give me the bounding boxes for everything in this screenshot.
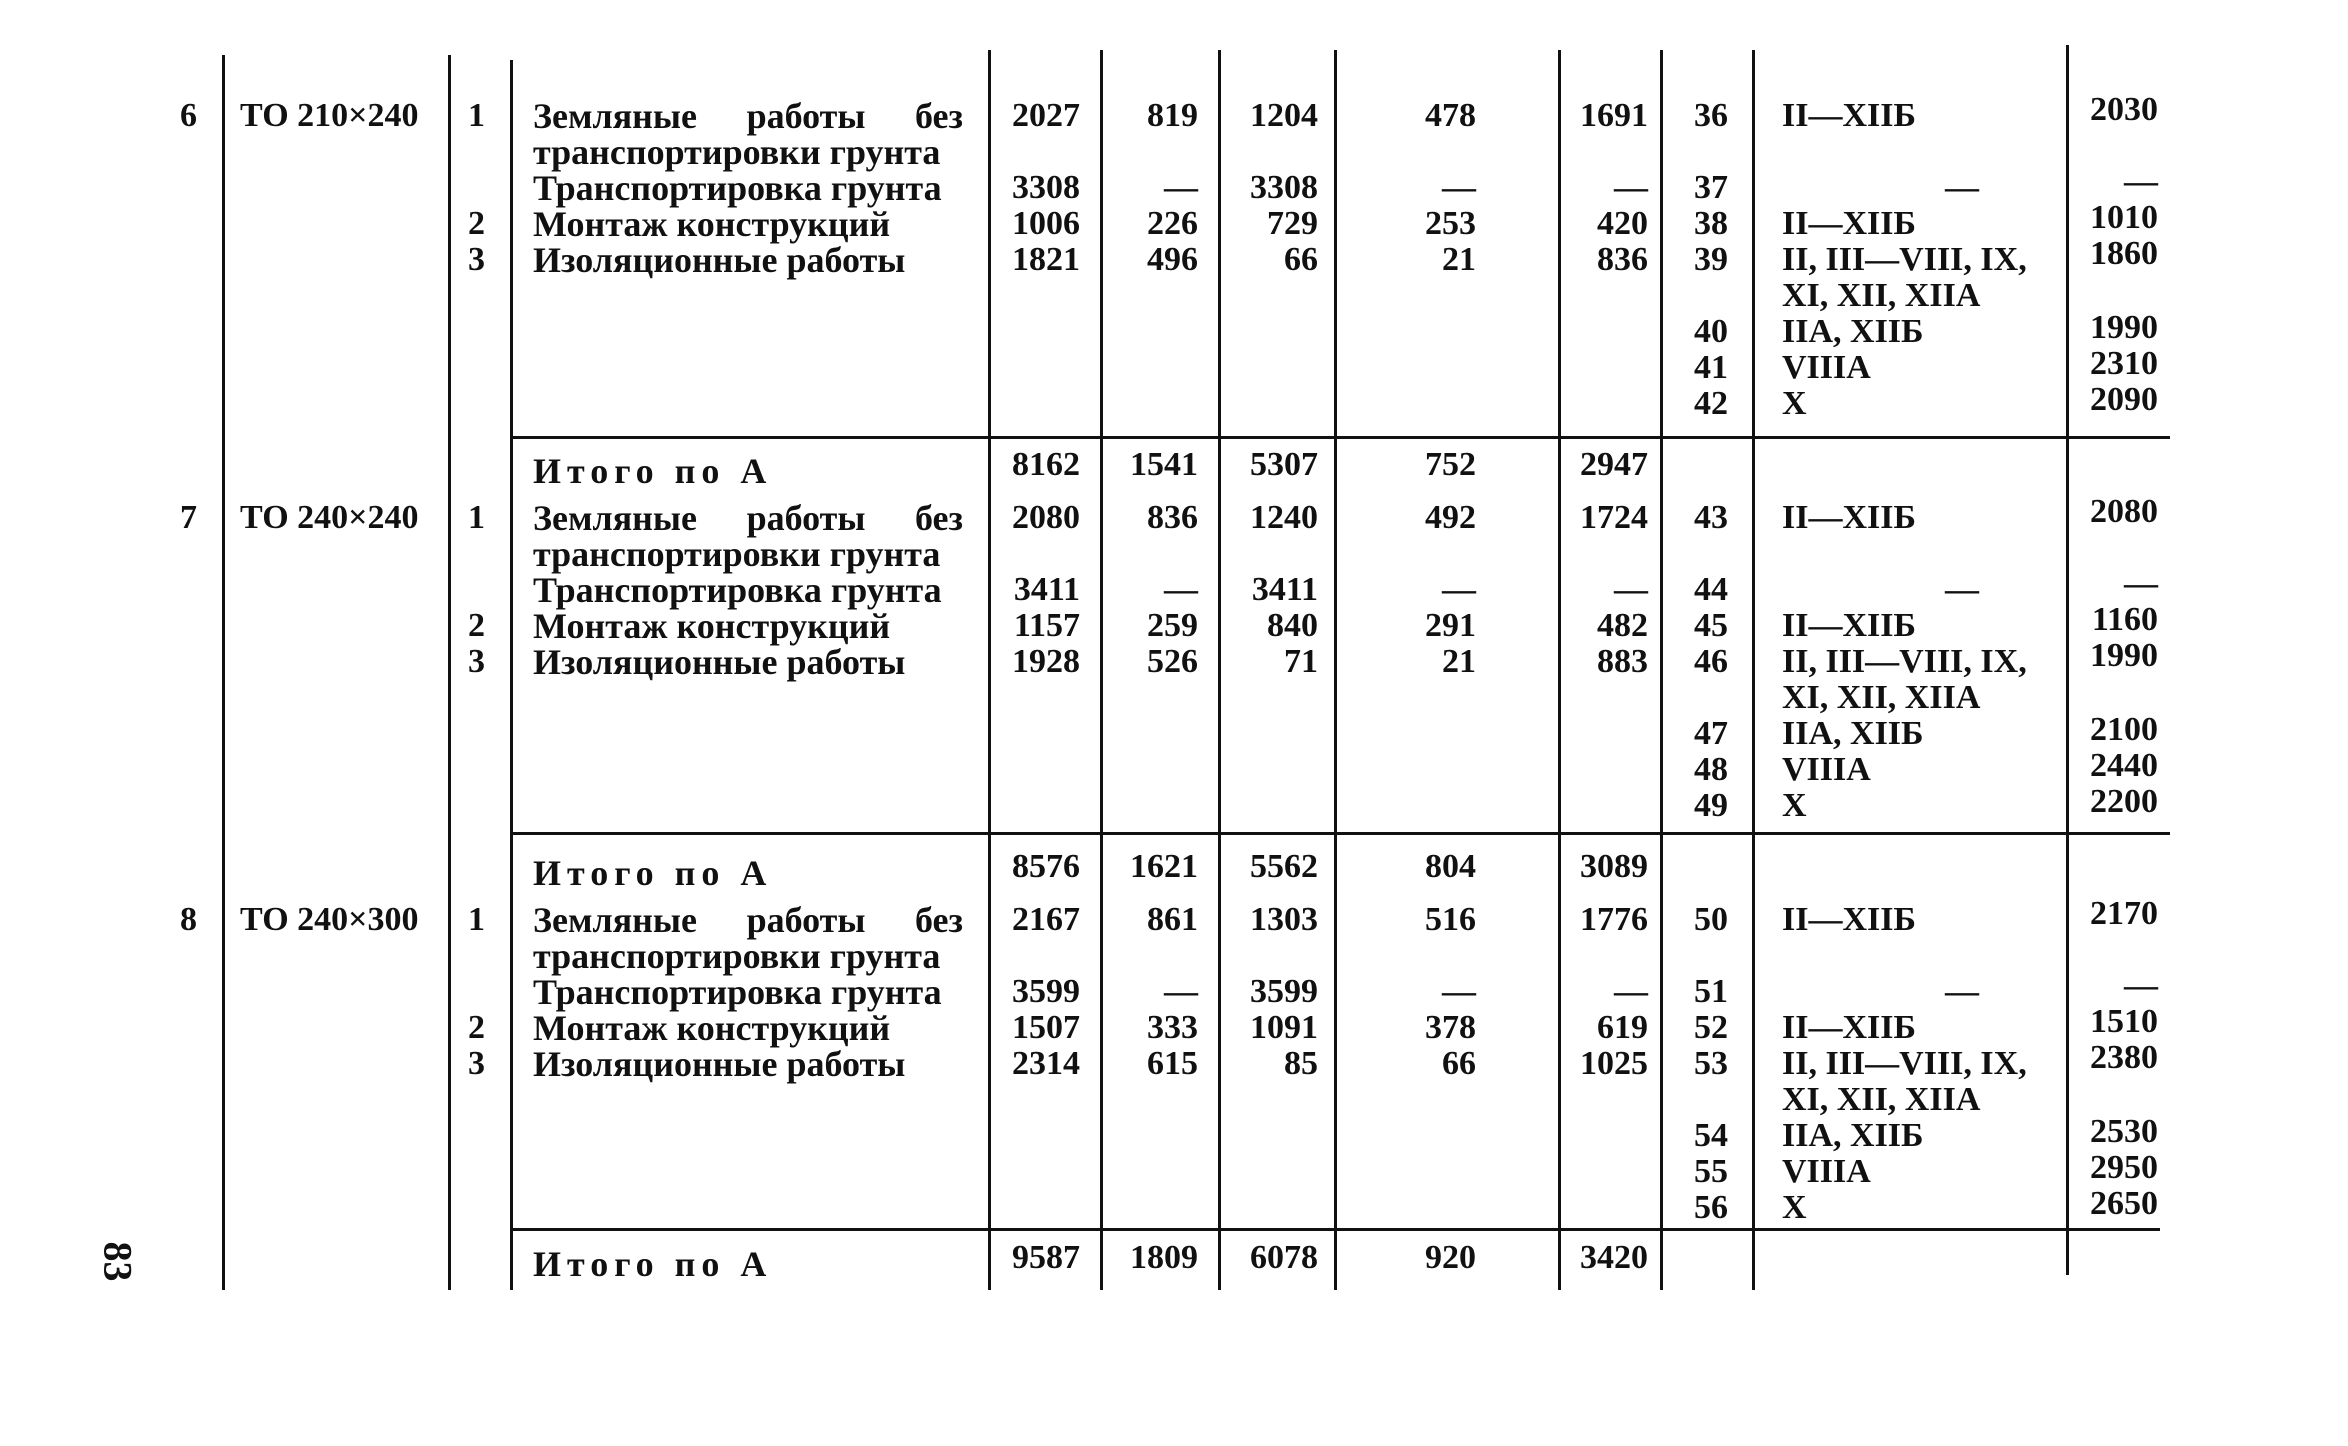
subtotal-total: 9587 xyxy=(1012,1239,1080,1276)
structure-type: ТО 240×300 xyxy=(240,901,419,938)
cost-total: 2314 xyxy=(1012,1045,1080,1082)
cost-total: 3308 xyxy=(1012,169,1080,206)
price-code: 40 xyxy=(1694,313,1728,350)
subtotal-machines: 6078 xyxy=(1250,1239,1318,1276)
row-index: 3 xyxy=(468,1045,485,1082)
region-list: IIA, XIIБ xyxy=(1782,313,1924,350)
group-number: 6 xyxy=(180,97,197,134)
column-rule xyxy=(1218,50,1221,1290)
cost-machinists-wages: 66 xyxy=(1442,1045,1476,1082)
cost-materials: — xyxy=(1614,973,1648,1010)
column-rule xyxy=(1334,50,1337,1290)
cost-materials: 420 xyxy=(1597,205,1648,242)
region-list: II, III—VIII, IX, xyxy=(1782,643,2027,680)
region-list: IIA, XIIБ xyxy=(1782,1117,1924,1154)
cost-materials: 1691 xyxy=(1580,97,1648,134)
region-list: II—XIIБ xyxy=(1782,97,1916,134)
subtotal-label: Итого по А xyxy=(533,853,773,893)
column-rule xyxy=(222,55,225,1290)
cost-total: 3599 xyxy=(1012,973,1080,1010)
region-list: II—XIIБ xyxy=(1782,499,1916,536)
subtotal-machinists-wages: 804 xyxy=(1425,848,1476,885)
row-index: 2 xyxy=(468,607,485,644)
region-list: VIIIA xyxy=(1782,1153,1871,1190)
work-description: Земляные работы без xyxy=(533,96,963,136)
cost-wages: — xyxy=(1164,169,1198,206)
row-index: 3 xyxy=(468,241,485,278)
price-value: 2200 xyxy=(2090,783,2158,820)
work-description: Монтаж конструкций xyxy=(533,606,891,646)
price-value: 2030 xyxy=(2090,91,2158,128)
cost-materials: 619 xyxy=(1597,1009,1648,1046)
region-list: — xyxy=(1945,169,1979,206)
price-code: 36 xyxy=(1694,97,1728,134)
cost-wages: 226 xyxy=(1147,205,1198,242)
price-code: 48 xyxy=(1694,751,1728,788)
cost-wages: 526 xyxy=(1147,643,1198,680)
cost-total: 1928 xyxy=(1012,643,1080,680)
subtotal-total: 8162 xyxy=(1012,446,1080,483)
cost-total: 2027 xyxy=(1012,97,1080,134)
region-list: II, III—VIII, IX, xyxy=(1782,1045,2027,1082)
cost-materials: — xyxy=(1614,571,1648,608)
price-value: 2170 xyxy=(2090,895,2158,932)
cost-machines: 729 xyxy=(1267,205,1318,242)
price-code: 55 xyxy=(1694,1153,1728,1190)
price-code: 54 xyxy=(1694,1117,1728,1154)
price-value: 2650 xyxy=(2090,1185,2158,1222)
row-rule xyxy=(510,1228,2160,1231)
cost-total: 2167 xyxy=(1012,901,1080,938)
price-value: 1510 xyxy=(2090,1003,2158,1040)
work-description: транспортировки грунта xyxy=(533,534,941,574)
cost-machinists-wages: 253 xyxy=(1425,205,1476,242)
price-code: 41 xyxy=(1694,349,1728,386)
price-code: 46 xyxy=(1694,643,1728,680)
column-rule xyxy=(988,50,991,1290)
column-rule xyxy=(1752,50,1755,1290)
price-value: 2090 xyxy=(2090,381,2158,418)
price-value: 2080 xyxy=(2090,493,2158,530)
region-list: II—XIIБ xyxy=(1782,1009,1916,1046)
cost-wages: 333 xyxy=(1147,1009,1198,1046)
subtotal-materials: 3420 xyxy=(1580,1239,1648,1276)
price-value: 2440 xyxy=(2090,747,2158,784)
region-list: VIIIA xyxy=(1782,751,1871,788)
subtotal-wages: 1541 xyxy=(1130,446,1198,483)
region-list: VIIIA xyxy=(1782,349,1871,386)
page-number: 83 xyxy=(95,1241,141,1282)
cost-machines: 71 xyxy=(1284,643,1318,680)
price-value: 1990 xyxy=(2090,309,2158,346)
price-code: 43 xyxy=(1694,499,1728,536)
group-number: 7 xyxy=(180,499,197,536)
price-code: 42 xyxy=(1694,385,1728,422)
work-description: Изоляционные работы xyxy=(533,1044,906,1084)
cost-machines: 3308 xyxy=(1250,169,1318,206)
price-code: 37 xyxy=(1694,169,1728,206)
row-index: 1 xyxy=(468,97,485,134)
cost-machinists-wages: 21 xyxy=(1442,643,1476,680)
price-code: 44 xyxy=(1694,571,1728,608)
subtotal-materials: 2947 xyxy=(1580,446,1648,483)
cost-wages: 861 xyxy=(1147,901,1198,938)
group-number: 8 xyxy=(180,901,197,938)
price-value: 1860 xyxy=(2090,235,2158,272)
cost-machines: 1204 xyxy=(1250,97,1318,134)
cost-machines: 1091 xyxy=(1250,1009,1318,1046)
cost-materials: 1776 xyxy=(1580,901,1648,938)
price-code: 53 xyxy=(1694,1045,1728,1082)
row-index: 2 xyxy=(468,1009,485,1046)
region-list: — xyxy=(1945,973,1979,1010)
cost-total: 3411 xyxy=(1013,571,1080,608)
cost-wages: 496 xyxy=(1147,241,1198,278)
cost-machinists-wages: 21 xyxy=(1442,241,1476,278)
cost-materials: — xyxy=(1614,169,1648,206)
column-rule xyxy=(2066,45,2069,1275)
region-list: — xyxy=(1945,571,1979,608)
price-code: 45 xyxy=(1694,607,1728,644)
region-list: XI, XII, XIIA xyxy=(1782,277,1981,314)
region-list: II—XIIБ xyxy=(1782,901,1916,938)
cost-wages: 259 xyxy=(1147,607,1198,644)
work-description: Изоляционные работы xyxy=(533,240,906,280)
cost-wages: — xyxy=(1164,973,1198,1010)
subtotal-label: Итого по А xyxy=(533,451,773,491)
cost-materials: 482 xyxy=(1597,607,1648,644)
row-rule xyxy=(510,832,2170,835)
price-value: 2380 xyxy=(2090,1039,2158,1076)
structure-type: ТО 240×240 xyxy=(240,499,419,536)
work-description: Земляные работы без xyxy=(533,900,963,940)
price-value: 1160 xyxy=(2091,601,2158,638)
row-index: 1 xyxy=(468,499,485,536)
price-value: 2530 xyxy=(2090,1113,2158,1150)
cost-machinists-wages: 492 xyxy=(1425,499,1476,536)
region-list: X xyxy=(1782,385,1807,422)
cost-machines: 66 xyxy=(1284,241,1318,278)
price-value: 2310 xyxy=(2090,345,2158,382)
region-list: IIA, XIIБ xyxy=(1782,715,1924,752)
row-index: 3 xyxy=(468,643,485,680)
cost-wages: 836 xyxy=(1147,499,1198,536)
cost-machines: 1303 xyxy=(1250,901,1318,938)
cost-wages: 615 xyxy=(1147,1045,1198,1082)
work-description: транспортировки грунта xyxy=(533,936,941,976)
price-value: 2100 xyxy=(2090,711,2158,748)
cost-machinists-wages: 478 xyxy=(1425,97,1476,134)
subtotal-machines: 5562 xyxy=(1250,848,1318,885)
region-list: II—XIIБ xyxy=(1782,607,1916,644)
price-code: 52 xyxy=(1694,1009,1728,1046)
cost-machinists-wages: — xyxy=(1442,973,1476,1010)
cost-materials: 883 xyxy=(1597,643,1648,680)
cost-machinists-wages: 291 xyxy=(1425,607,1476,644)
subtotal-wages: 1621 xyxy=(1130,848,1198,885)
work-description: Монтаж конструкций xyxy=(533,1008,891,1048)
cost-total: 1157 xyxy=(1013,607,1080,644)
column-rule xyxy=(448,55,451,1290)
cost-total: 1821 xyxy=(1012,241,1080,278)
row-rule xyxy=(510,436,2170,439)
price-value: 1990 xyxy=(2090,637,2158,674)
cost-machines: 85 xyxy=(1284,1045,1318,1082)
cost-wages: 819 xyxy=(1147,97,1198,134)
price-value: 1010 xyxy=(2090,199,2158,236)
price-code: 56 xyxy=(1694,1189,1728,1226)
subtotal-wages: 1809 xyxy=(1130,1239,1198,1276)
cost-machinists-wages: 378 xyxy=(1425,1009,1476,1046)
work-description: Транспортировка грунта xyxy=(533,570,942,610)
work-description: Транспортировка грунта xyxy=(533,972,942,1012)
work-description: Земляные работы без xyxy=(533,498,963,538)
cost-materials: 1724 xyxy=(1580,499,1648,536)
row-index: 2 xyxy=(468,205,485,242)
cost-machines: 1240 xyxy=(1250,499,1318,536)
region-list: X xyxy=(1782,1189,1807,1226)
subtotal-label: Итого по А xyxy=(533,1244,773,1284)
work-description: Монтаж конструкций xyxy=(533,204,891,244)
region-list: II—XIIБ xyxy=(1782,205,1916,242)
column-rule xyxy=(1660,50,1663,1290)
cost-materials: 836 xyxy=(1597,241,1648,278)
price-code: 51 xyxy=(1694,973,1728,1010)
work-description: Транспортировка грунта xyxy=(533,168,942,208)
price-code: 38 xyxy=(1694,205,1728,242)
subtotal-total: 8576 xyxy=(1012,848,1080,885)
cost-machines: 840 xyxy=(1267,607,1318,644)
price-value: — xyxy=(2124,565,2158,602)
price-code: 39 xyxy=(1694,241,1728,278)
cost-machines: 3411 xyxy=(1251,571,1318,608)
subtotal-machinists-wages: 752 xyxy=(1425,446,1476,483)
price-code: 50 xyxy=(1694,901,1728,938)
region-list: XI, XII, XIIA xyxy=(1782,1081,1981,1118)
column-rule xyxy=(1100,50,1103,1290)
subtotal-machinists-wages: 920 xyxy=(1425,1239,1476,1276)
cost-total: 2080 xyxy=(1012,499,1080,536)
work-description: Изоляционные работы xyxy=(533,642,906,682)
region-list: XI, XII, XIIA xyxy=(1782,679,1981,716)
cost-machinists-wages: 516 xyxy=(1425,901,1476,938)
cost-total: 1507 xyxy=(1012,1009,1080,1046)
cost-machines: 3599 xyxy=(1250,973,1318,1010)
work-description: транспортировки грунта xyxy=(533,132,941,172)
region-list: X xyxy=(1782,787,1807,824)
cost-machinists-wages: — xyxy=(1442,169,1476,206)
price-value: — xyxy=(2124,163,2158,200)
price-code: 49 xyxy=(1694,787,1728,824)
price-code: 47 xyxy=(1694,715,1728,752)
price-value: — xyxy=(2124,967,2158,1004)
column-rule xyxy=(1558,50,1561,1290)
cost-total: 1006 xyxy=(1012,205,1080,242)
row-index: 1 xyxy=(468,901,485,938)
column-rule xyxy=(510,60,513,1290)
cost-materials: 1025 xyxy=(1580,1045,1648,1082)
cost-wages: — xyxy=(1164,571,1198,608)
subtotal-materials: 3089 xyxy=(1580,848,1648,885)
cost-machinists-wages: — xyxy=(1442,571,1476,608)
structure-type: ТО 210×240 xyxy=(240,97,419,134)
region-list: II, III—VIII, IX, xyxy=(1782,241,2027,278)
price-value: 2950 xyxy=(2090,1149,2158,1186)
subtotal-machines: 5307 xyxy=(1250,446,1318,483)
